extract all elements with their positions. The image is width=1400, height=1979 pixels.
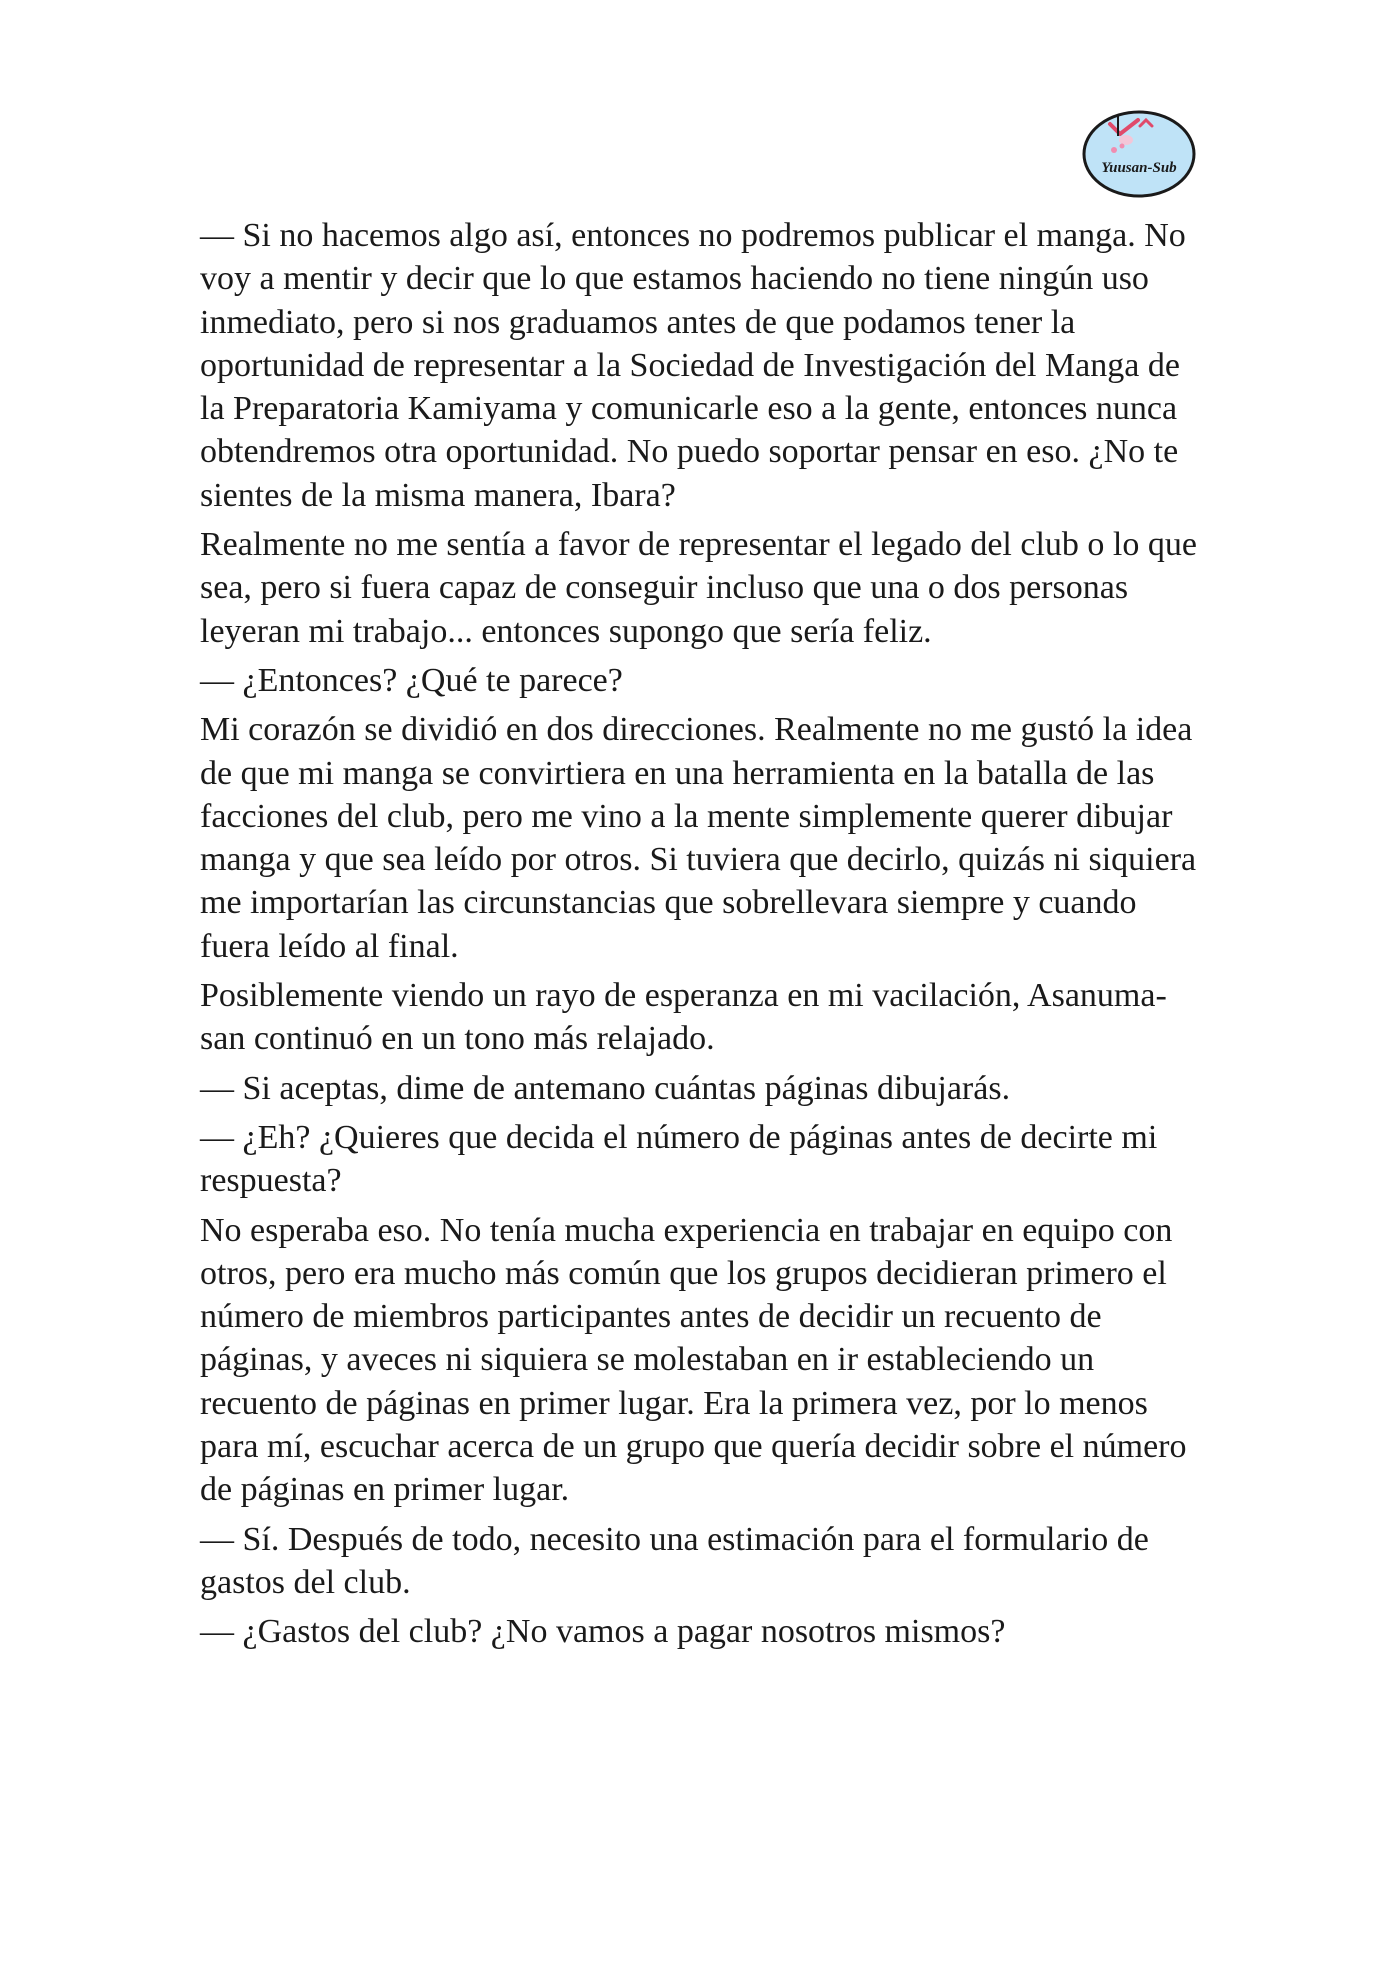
logo-text: Yuusan-Sub [1101, 160, 1177, 176]
paragraph: — Si no hacemos algo así, entonces no podremos publicar el manga. No voy a mentir y decir que lo que estamos haciendo no tiene ningún uso inmediato, pero si nos graduamos antes de que podamos tener la oportunidad de representar a la Sociedad de Investigación del Manga de la Preparatoria Kamiyama y comunicarle eso a la gente, entonces nunca obtendremos otra oportunidad. No puedo soportar pensar en eso. ¿No te sientes de la misma manera, Ibara? [200, 217, 1186, 514]
paragraph: — Si aceptas, dime de antemano cuántas páginas dibujarás. [200, 1069, 1011, 1107]
paragraph: — ¿Entonces? ¿Qué te parece? [200, 661, 623, 699]
paragraph: — Sí. Después de todo, necesito una estimación para el formulario de gastos del club. [200, 1520, 1149, 1601]
paragraph: — ¿Eh? ¿Quieres que decida el número de páginas antes de decirte mi respuesta? [200, 1118, 1158, 1200]
paragraph: Realmente no me sentía a favor de representar el legado del club o lo que sea, pero si fuera capaz de conseguir incluso que una o dos personas leyeran mi trabajo... entonces supongo que sería feliz. [200, 526, 1197, 650]
paragraph: No esperaba eso. No tenía mucha experiencia en trabajar en equipo con otros, pero era mucho más común que los grupos decidieran primero el número de miembros participantes antes de decidir un recuento de páginas, y aveces ni siquiera se molestaban en ir estableciendo un recuento de páginas en primer lugar. Era la primera vez, por lo menos para mí, escuchar acerca de un grupo que quería decidir sobre el número de páginas en primer lugar. [200, 1211, 1187, 1509]
text-body [200, 214, 1210, 1660]
yuusan-sub-logo-icon [1080, 106, 1198, 198]
paragraph: — ¿Gastos del club? ¿No vamos a pagar nosotros mismos? [200, 1613, 1006, 1651]
paragraph: Posiblemente viendo un rayo de esperanza en mi vacilación, Asanuma-san continuó en un tono más relajado. [200, 977, 1167, 1058]
watermark-logo [1080, 106, 1198, 198]
paragraph: Mi corazón se dividió en dos direcciones. Realmente no me gustó la idea de que mi manga se convirtiera en una herramienta en la batalla de las facciones del club, pero me vino a la mente simplemente querer dibujar manga y que sea leído por otros. Si tuviera que decirlo, quizás ni siquiera me importarían las circunstancias que sobrellevara siempre y cuando fuera leído al final. [200, 711, 1197, 965]
